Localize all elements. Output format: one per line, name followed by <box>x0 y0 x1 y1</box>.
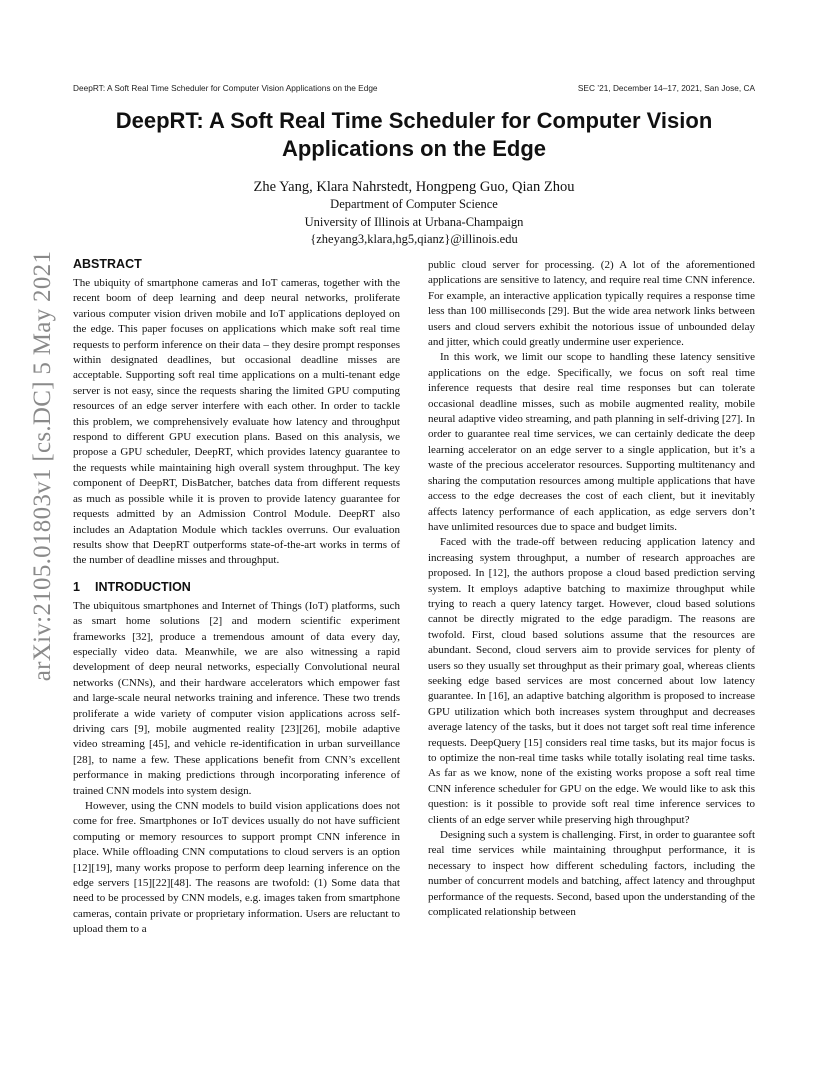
running-head <box>73 83 755 95</box>
intro-paragraph-2-continued: public cloud server for processing. (2) A lot of the aforementioned applications are sensitive to latency, and require real time CNN inference. For example, an interactive application typically requires a response time less than 100 milliseconds [29]. But the wide area network links between users and cloud servers exhibit the notorious issue of unbounded delay and jitter, which could greatly undermine user experience. <box>428 259 755 349</box>
paper-title <box>73 107 755 163</box>
paper-title-line-1: DeepRT: A Soft Real Time Scheduler for Computer Vision <box>115 108 713 133</box>
section-number: 1 <box>73 579 80 594</box>
abstract-text: The ubiquity of smartphone cameras and IoT cameras, together with the recent boom of deep learning and deep neural networks, proliferate various computer vision driven mobile and IoT applications deployed on the edge. This paper focuses on applications which make soft real time requests to perform inference on their data – they desire prompt responses within designated deadlines, but occasional deadline misses are acceptable. Supporting soft real time applications on a multi-tenant edge server is not easy, since the requests sharing the limited GPU computing resources of an edge server interfere with each other. In order to tackle this problem, we comprehensively evaluate how latency and throughput respond to different GPU execution plans. Based on this analysis, we propose a GPU scheduler, DeepRT, which provides latency guarantee to the requests while maintaining high overall system throughput. The key component of DeepRT, DisBatcher, batches data from different requests as much as possible while it is proven to provide latency guarantee for requests admitted by an Admission Control Module. DeepRT also includes an Adaptation Module which tackles overruns. Our evaluation results show that DeepRT outperforms state-of-the-art works in terms of the number of deadline misses and throughput. <box>73 277 400 567</box>
paper-title-line-2: Applications on the Edge <box>281 136 546 161</box>
affiliation-university: University of Illinois at Urbana-Champaign <box>304 214 524 229</box>
right-column <box>428 258 755 920</box>
introduction-heading <box>73 579 400 595</box>
author-list: Zhe Yang, Klara Nahrstedt, Hongpeng Guo, Qian Zhou <box>253 179 575 195</box>
affiliation-department: Department of Computer Science <box>330 197 498 211</box>
intro-paragraph-1: The ubiquitous smartphones and Internet of Things (IoT) platforms, such as smart home solutions [2] and modern scientific experiment frameworks [32], produce a tremendous amount of data every day, especially video data. Meanwhile, we are also witnessing a rapid development of deep neural networks, especially Convolutional neural networks (CNNs), and their hardware accelerators which empower fast and large-scale neural networks training and inference. These two trends proliferate a wide variety of computer vision applications across self-driving cars [9], mobile augmented reality [23][26], mobile adaptive video streaming [45], and vehicle re-identification in urban surveillance [28], to name a few. These applications benefit from CNN’s excellent performance in making predictions through incorporating inference of trained CNN models into system design. <box>73 599 400 797</box>
intro-paragraph-4: Faced with the trade-off between reducing application latency and increasing system throughput, a number of research approaches are proposed. In [12], the authors propose a cloud based prediction serving system. It employs adaptive batching to maximize throughput while trying to reach a query latency target. However, cloud based solutions cannot be directly migrated to the edge paradigm. The reasons are twofold. First, cloud based solutions assume that the resources are abundant. Second, cloud servers aim to provide services for plenty of users so they usually set throughput as their primary goal, whereas clients seeking edge based services are most concerned about low latency guarantee. In [16], an adaptive batching algorithm is proposed to increase GPU utilization which both increases system throughput and decreases average latency of the tasks, but it does not target soft real time inference requests. DeepQuery [15] considers real time tasks, but its major focus is to optimize the non-real time tasks while totally isolating real time tasks. As far as we know, none of the existing works propose a soft real time CNN inference scheduler for GPU on the edge. We would like to ask this question: is it possible to provide soft real time inference services to clients of an edge server while preserving high throughput? <box>428 536 755 826</box>
abstract-heading: ABSTRACT <box>73 257 142 271</box>
intro-paragraph-2: However, using the CNN models to build vision applications does not come for free. Smartphones or IoT devices usually do not have sufficient computing or memory resources to support prompt CNN inference in place. While offloading CNN computations to cloud servers is an option [12][19], many works propose to perform deep learning inference on the edge servers [15][22][48]. The reasons are twofold: (1) Some data that need to be processed by CNN models, e.g. images taken from smartphone cameras, contain private or proprietary information. Users are reluctant to upload them to a <box>73 800 400 936</box>
intro-paragraph-5: Designing such a system is challenging. First, in order to guarantee soft real time services while maintaining throughput performance, it is necessary to inspect how different scheduling factors, including the number of concurrent models and batching, affect latency and throughput performance of the requests. Second, based upon the understanding of the complicated relationship between <box>428 829 755 919</box>
affiliation-block <box>73 196 755 249</box>
arxiv-identifier-stamp: arXiv:2105.01803v1 [cs.DC] 5 May 2021 <box>29 250 56 682</box>
left-column <box>73 256 400 938</box>
section-title: INTRODUCTION <box>95 579 191 594</box>
affiliation-email: {zheyang3,klara,hg5,qianz}@illinois.edu <box>310 232 518 246</box>
running-head-title: DeepRT: A Soft Real Time Scheduler for Computer Vision Applications on the Edge <box>73 83 378 93</box>
intro-paragraph-3: In this work, we limit our scope to handling these latency sensitive applications on the edge. Specifically, we focus on soft real time inference requests that desire real time responses but can tolerate occasional deadline misses, such as mobile augmented reality, mobile neural adaptive video streaming, and path planning in self-driving [27]. In order to guarantee real time services, we can certainly dedicate the deep learning accelerator on an edge server to a single application, but it’s a waste of the precious accelerator resources. Supporting multitenancy and sharing the computation resources among multiple applications that have access to the edge decreases the cost of each client, but it inevitably affects latency performance of each application, as edge servers don’t have unlimited resources due to space and budget limits. <box>428 351 755 533</box>
running-head-venue: SEC ’21, December 14–17, 2021, San Jose, CA <box>577 83 755 93</box>
